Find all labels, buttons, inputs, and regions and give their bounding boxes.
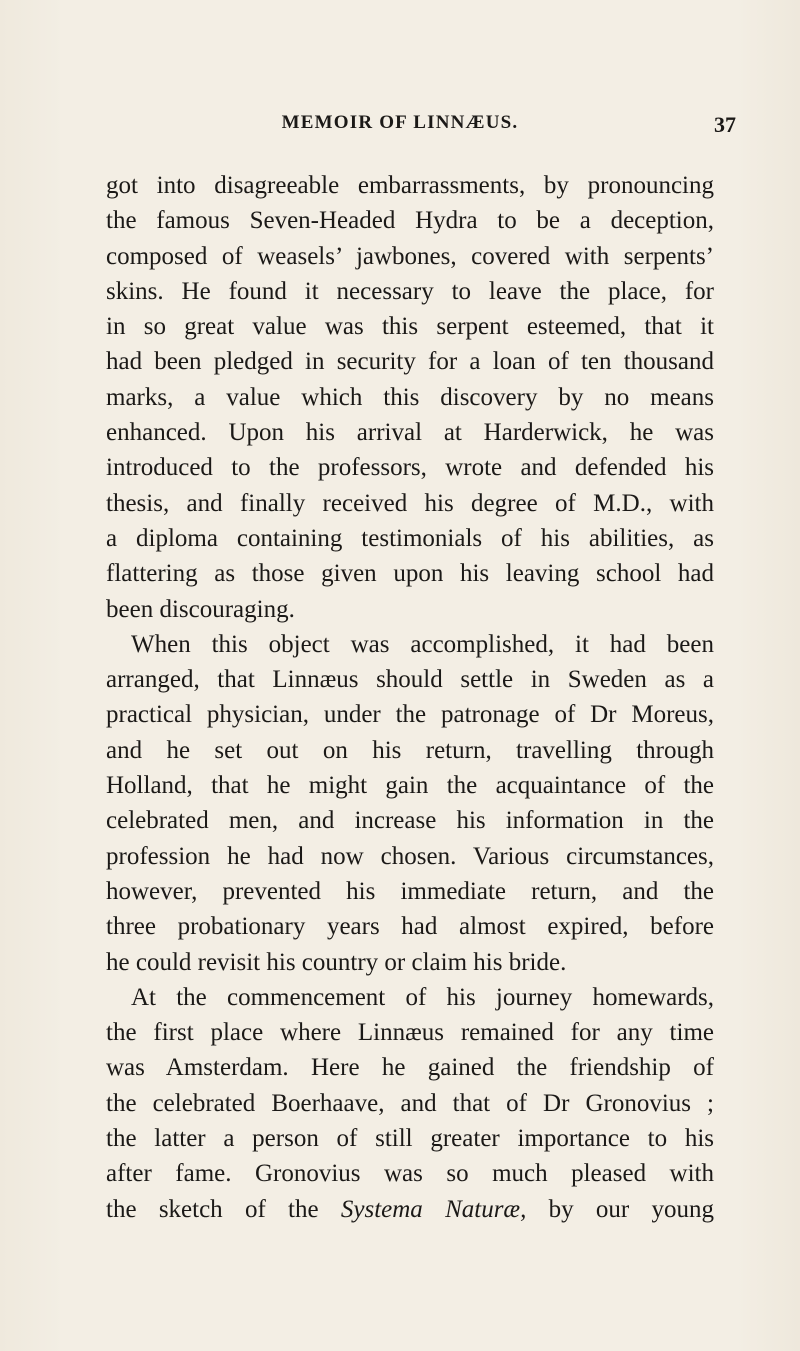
text-line: thesis, and finally received his degree of M.D., with xyxy=(106,489,714,517)
italic-title-systema-naturae: Systema Naturæ, xyxy=(340,1195,527,1223)
text-line: marks, a value which this discovery by no means xyxy=(106,383,714,411)
paragraph-start-line: At the commencement of his journey homewards, xyxy=(131,983,714,1011)
text-line: profession he had now chosen. Various circumstances, xyxy=(106,842,714,870)
text-line: had been pledged in security for a loan of ten thousand xyxy=(106,348,714,376)
text-segment: the sketch of the xyxy=(106,1195,341,1223)
text-line: composed of weasels’ jawbones, covered with serpents’ xyxy=(106,242,714,270)
paragraph-start-line: When this object was accomplished, it had been xyxy=(131,630,714,658)
text-line: celebrated men, and increase his information in the xyxy=(106,807,714,835)
text-line: a diploma containing testimonials of his abilities, as xyxy=(106,524,714,552)
text-line: arranged, that Linnæus should settle in Sweden as a xyxy=(106,666,714,694)
text-line: practical physician, under the patronage of Dr Moreus, xyxy=(106,701,714,729)
text-line: the first place where Linnæus remained for any time xyxy=(106,1019,714,1047)
text-line: got into disagreeable embarrassments, by pronouncing xyxy=(106,172,714,199)
running-title: MEMOIR OF LINNÆUS. xyxy=(281,112,519,133)
text-line: however, prevented his immediate return, and the xyxy=(106,877,714,905)
paragraph-end-line: been discouraging. xyxy=(106,595,295,623)
paragraph-end-line: he could revisit his country or claim his bride. xyxy=(106,948,567,976)
text-line: the latter a person of still greater importance to his xyxy=(106,1125,714,1153)
text-line: flattering as those given upon his leaving school had xyxy=(106,560,714,588)
text-line: and he set out on his return, travelling through xyxy=(106,736,714,764)
body-text xyxy=(106,168,714,1227)
text-line: in so great value was this serpent esteemed, that it xyxy=(106,313,714,341)
text-line: after fame. Gronovius was so much pleased with xyxy=(106,1160,714,1188)
text-line: Holland, that he might gain the acquaintance of the xyxy=(106,772,714,800)
text-line: three probationary years had almost expired, before xyxy=(106,913,714,941)
text-line: enhanced. Upon his arrival at Harderwick, he was xyxy=(106,419,714,447)
text-line: was Amsterdam. Here he gained the friendship of xyxy=(106,1054,714,1082)
page-number: 37 xyxy=(714,112,736,137)
text-line xyxy=(106,1192,714,1227)
running-head xyxy=(0,112,800,142)
text-line: skins. He found it necessary to leave the place, for xyxy=(106,277,714,305)
text-line: the famous Seven-Headed Hydra to be a deception, xyxy=(106,207,714,235)
text-line: the celebrated Boerhaave, and that of Dr Gronovius ; xyxy=(106,1089,714,1117)
text-segment: by our young xyxy=(526,1195,714,1223)
text-line: introduced to the professors, wrote and defended his xyxy=(106,454,714,482)
